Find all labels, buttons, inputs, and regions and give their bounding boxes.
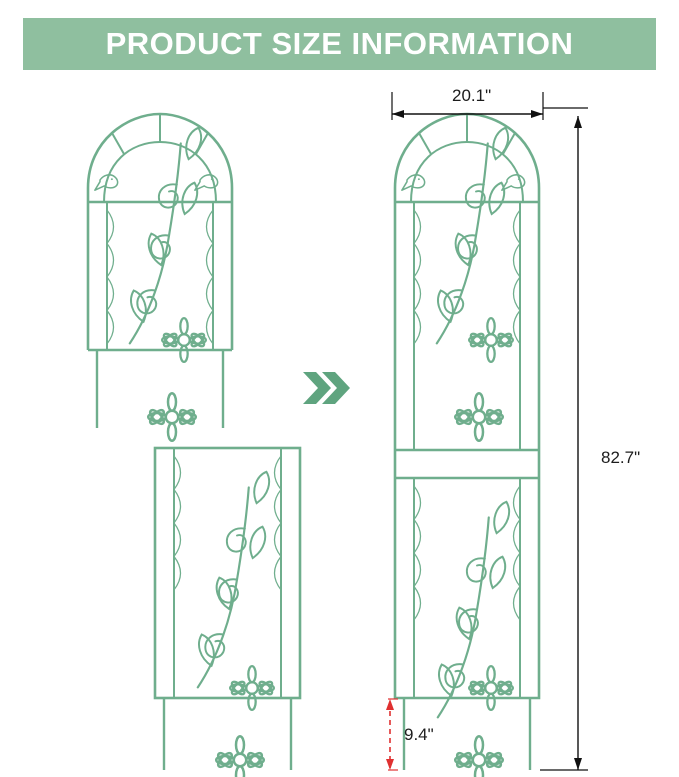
- daisy-icon: [148, 393, 196, 441]
- daisy-icon: [455, 736, 503, 777]
- daisy-icon: [216, 736, 264, 777]
- daisy-icon: [469, 318, 513, 362]
- page-title: PRODUCT SIZE INFORMATION: [105, 26, 574, 61]
- height-dimension: [540, 108, 588, 770]
- daisy-icon: [162, 318, 206, 362]
- daisy-icon: [230, 666, 274, 710]
- width-label: 20.1": [452, 86, 492, 105]
- assembled-trellis: [395, 114, 539, 777]
- height-label: 82.7": [601, 448, 641, 467]
- stake-dimension: [386, 699, 398, 770]
- double-chevron-right-icon: [303, 372, 350, 404]
- diagram-svg: [0, 70, 679, 777]
- product-diagram: [0, 70, 679, 777]
- stake-label: 9.4": [404, 725, 434, 744]
- top-panel-small: [88, 114, 232, 441]
- daisy-icon: [455, 393, 503, 441]
- bottom-panel-small: [155, 448, 300, 777]
- daisy-icon: [469, 666, 513, 710]
- header-banner: [23, 18, 656, 70]
